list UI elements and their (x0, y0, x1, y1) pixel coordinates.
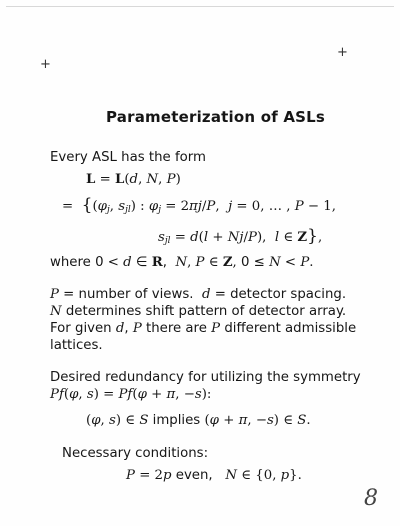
page-number: 8 (364, 486, 378, 511)
equation-implication: (φ, s) ∈ S implies (φ + π, −s) ∈ S. (86, 413, 311, 428)
equation-line-1: L = L(d, N, P) (86, 172, 181, 187)
equation-necessary-conditions: P = 2p even, N ∈ {0, p}. (126, 468, 302, 483)
text-line-redundancy: Desired redundancy for utilizing the symmetry (50, 370, 361, 385)
text-line-shift-pattern: N determines shift pattern of detector array. (50, 304, 347, 319)
top-edge-rule (6, 6, 394, 7)
registration-mark-left: + (40, 57, 51, 72)
registration-mark-right: + (337, 45, 348, 60)
equation-symmetry: Pf(φ, s) = Pf(φ + π, −s): (50, 387, 212, 402)
slide-title: Parameterization of ASLs (106, 108, 326, 126)
text-line-necessary: Necessary conditions: (62, 446, 209, 461)
text-line-number-of-views: P = number of views. d = detector spacing. (50, 287, 347, 302)
equation-line-2: = {($\varphi_j$, $s_{jl}$) : $\varphi_j = 2\pi j/P$, j = 0, … , P − 1, (62, 195, 336, 215)
intro-text: Every ASL has the form (50, 150, 206, 165)
text-line-admissible: For given d, P there are P different admissible (50, 321, 357, 336)
text-line-lattices: lattices. (50, 338, 103, 353)
equation-line-4: where 0 < d ∈ R, N, P ∈ Z, 0 ≤ N < P. (50, 255, 314, 270)
equation-line-3: $s_{jl} = d(l + Nj/P)$, l ∈ Z}, (158, 226, 323, 246)
